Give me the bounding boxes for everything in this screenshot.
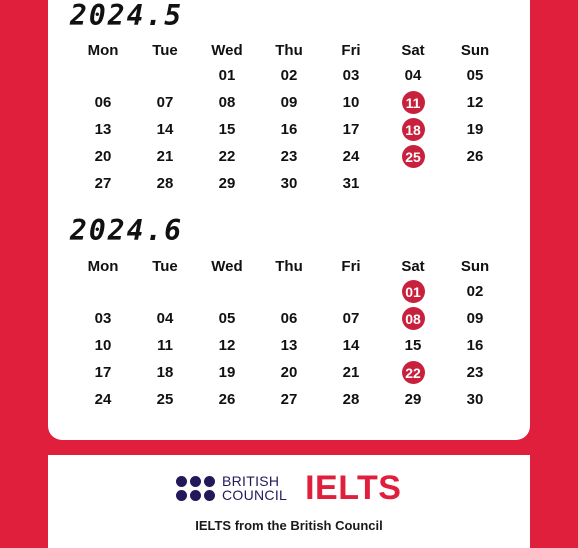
week-row [72,278,506,305]
brand-line-2: COUNCIL [222,487,288,503]
day-cell [320,335,382,357]
week-row [72,89,506,116]
date-number: 02 [466,283,484,300]
week-row [72,170,506,197]
day-cell [320,308,382,330]
week-row [72,143,506,170]
week-row [72,116,506,143]
date-number: 31 [342,175,360,192]
date-number: 15 [218,121,236,138]
day-cell [258,92,320,114]
day-cell [196,173,258,195]
day-cell [320,65,382,87]
date-number: 14 [342,337,360,354]
day-cell [196,119,258,141]
ielts-wordmark: IELTS [305,469,402,507]
day-cell [196,92,258,114]
date-number: 21 [342,364,360,381]
day-cell [72,389,134,411]
week-row [72,386,506,413]
week-row [72,359,506,386]
date-number: 19 [466,121,484,138]
date-number: 04 [156,310,174,327]
day-cell [134,308,196,330]
month-title-june: 2024.6 [70,214,184,247]
day-cell [196,65,258,87]
day-cell [320,92,382,114]
weekday-label: Thu [275,257,303,275]
day-cell [258,173,320,195]
day-cell [72,308,134,330]
day-cell [258,146,320,168]
date-number: 02 [280,67,298,84]
week-row [72,305,506,332]
week-row [72,62,506,89]
date-number: 03 [94,310,112,327]
weekday-label: Mon [87,257,119,275]
date-number: 10 [94,337,112,354]
date-number: 30 [466,391,484,408]
date-number: 20 [280,364,298,381]
marked-date: 11 [402,91,425,114]
british-council-wordmark [222,474,287,502]
day-cell [134,146,196,168]
weekday-label: Wed [211,257,243,275]
day-cell [444,119,506,141]
day-cell [134,173,196,195]
date-number: 07 [342,310,360,327]
day-cell [134,362,196,384]
marked-date: 22 [402,361,425,384]
date-number: 11 [157,337,173,354]
weekday-label: Fri [341,257,361,275]
date-number: 13 [94,121,112,138]
day-cell [444,335,506,357]
day-cell [382,361,444,384]
footer-tagline: IELTS from the British Council [195,518,383,533]
date-number: 05 [466,67,484,84]
date-number: 30 [280,175,298,192]
date-number: 05 [218,310,236,327]
day-cell [134,119,196,141]
day-cell [320,173,382,195]
day-cell [258,389,320,411]
date-number: 28 [342,391,360,408]
day-cell [320,146,382,168]
date-number: 29 [404,391,422,408]
date-number: 27 [280,391,298,408]
marked-date: 01 [402,280,425,303]
day-cell [320,119,382,141]
weekday-label: Tue [152,41,178,59]
day-cell [382,118,444,141]
date-number: 17 [342,121,360,138]
day-cell [258,335,320,357]
day-cell [382,91,444,114]
date-number: 09 [280,94,298,111]
weekday-label: Tue [152,257,178,275]
day-cell [382,145,444,168]
day-cell [444,281,506,303]
date-number: 04 [404,67,422,84]
date-number: 10 [342,94,360,111]
date-number: 19 [218,364,236,381]
day-cell [382,280,444,303]
date-number: 07 [156,94,174,111]
date-number: 24 [342,148,360,165]
day-cell [72,173,134,195]
day-cell [196,389,258,411]
calendar-may [72,38,506,197]
date-number: 26 [466,148,484,165]
date-number: 22 [218,148,236,165]
day-cell [134,92,196,114]
day-cell [444,65,506,87]
date-number: 27 [94,175,112,192]
marked-date: 25 [402,145,425,168]
day-cell [196,308,258,330]
footer-panel [48,455,530,548]
weekday-label: Wed [211,41,243,59]
date-number: 17 [94,364,112,381]
day-cell [72,92,134,114]
weekday-label: Sat [401,257,425,275]
logo-row [176,471,401,505]
day-cell [258,119,320,141]
date-number: 12 [218,337,236,354]
british-council-dots-icon [176,476,215,501]
date-number: 25 [156,391,174,408]
day-cell [444,92,506,114]
weekday-label: Sat [401,41,425,59]
day-cell [72,146,134,168]
day-cell [444,362,506,384]
date-number: 16 [466,337,484,354]
date-number: 18 [156,364,174,381]
marked-date: 18 [402,118,425,141]
weekday-header-row [72,254,506,278]
date-number: 26 [218,391,236,408]
date-number: 08 [218,94,236,111]
weekday-label: Fri [341,41,361,59]
day-cell [444,146,506,168]
date-number: 29 [218,175,236,192]
day-cell [196,362,258,384]
brand-line-1: BRITISH [222,473,280,489]
date-number: 06 [94,94,112,111]
weekday-header-row [72,38,506,62]
date-number: 12 [466,94,484,111]
date-number: 24 [94,391,112,408]
day-cell [320,389,382,411]
weekday-label: Thu [275,41,303,59]
date-number: 20 [94,148,112,165]
day-cell [444,389,506,411]
date-number: 06 [280,310,298,327]
date-number: 16 [280,121,298,138]
date-number: 23 [280,148,298,165]
date-number: 15 [404,337,422,354]
weekday-label: Sun [460,41,490,59]
day-cell [196,146,258,168]
day-cell [134,335,196,357]
day-cell [72,362,134,384]
day-cell [382,65,444,87]
day-cell [382,335,444,357]
date-number: 28 [156,175,174,192]
week-row [72,332,506,359]
weekday-label: Sun [460,257,490,275]
date-number: 21 [156,148,174,165]
month-title-may: 2024.5 [70,0,184,32]
calendar-june [72,254,506,413]
day-cell [382,389,444,411]
weekday-label: Mon [87,41,119,59]
day-cell [444,308,506,330]
day-cell [382,307,444,330]
day-cell [134,389,196,411]
date-number: 13 [280,337,298,354]
date-number: 23 [466,364,484,381]
date-number: 03 [342,67,360,84]
day-cell [258,308,320,330]
day-cell [258,65,320,87]
date-number: 14 [156,121,174,138]
day-cell [258,362,320,384]
date-number: 01 [218,67,236,84]
day-cell [72,335,134,357]
day-cell [196,335,258,357]
date-number: 09 [466,310,484,327]
day-cell [72,119,134,141]
day-cell [320,362,382,384]
marked-date: 08 [402,307,425,330]
